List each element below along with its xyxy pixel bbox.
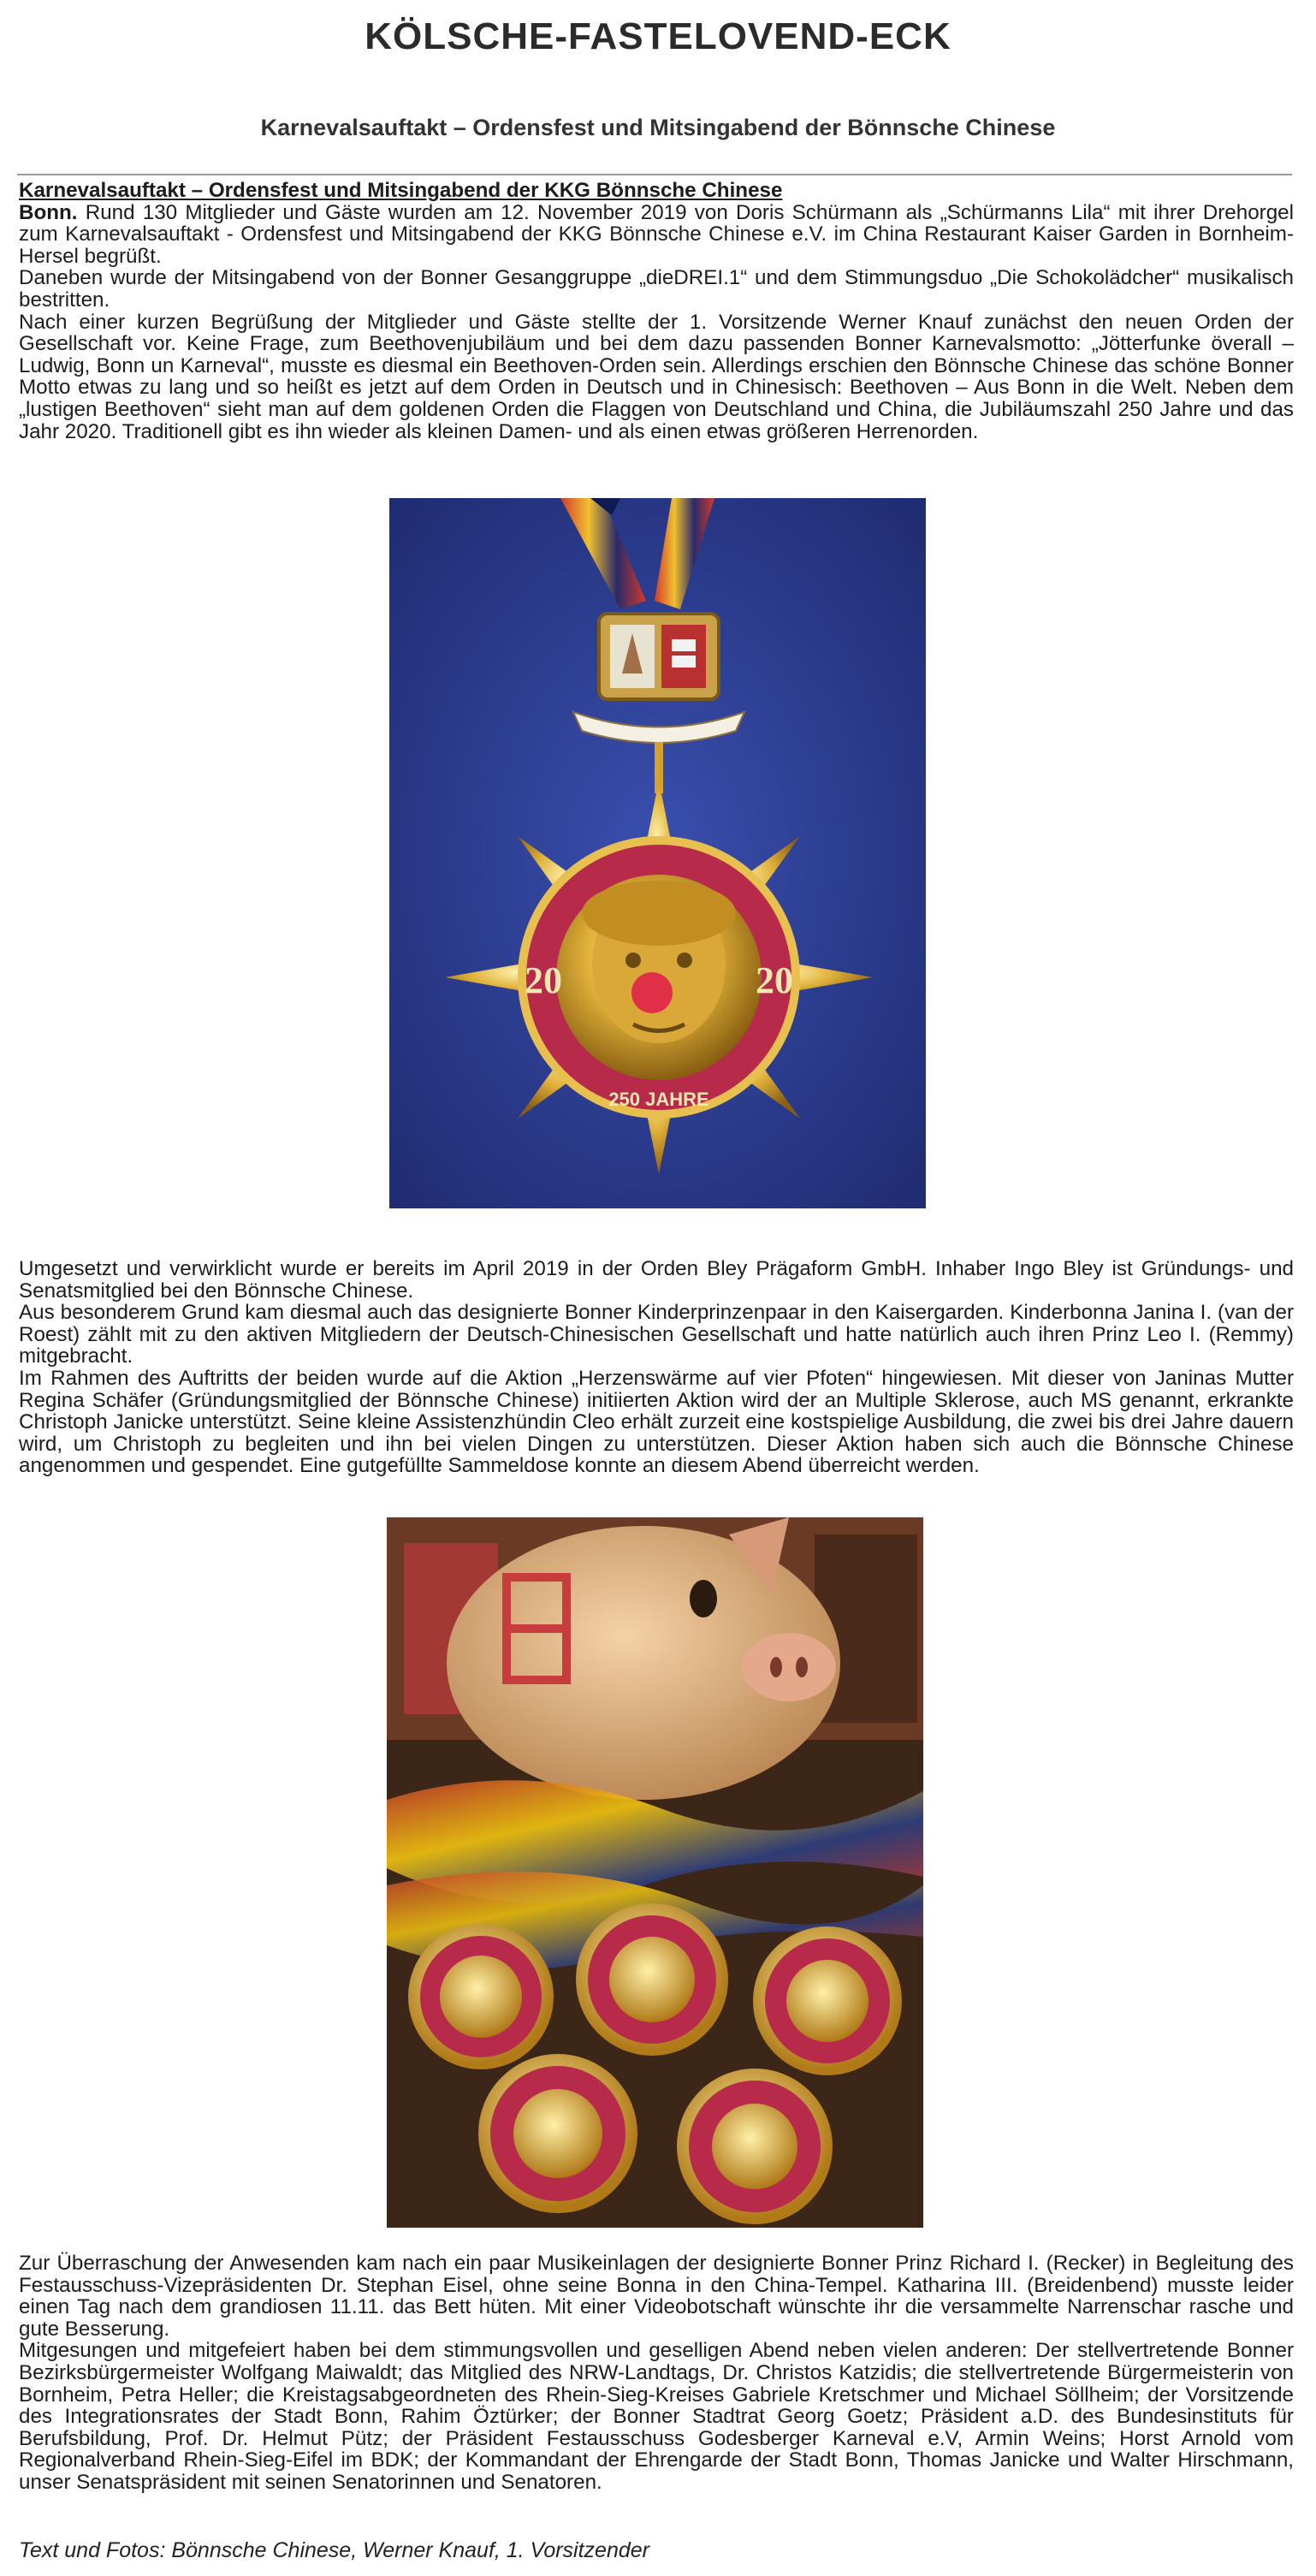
paragraph-8: Mitgesungen und mitgefeiert haben bei dem stimmungsvollen und geselligen Abend neben vielen anderen: Der stellvertretende Bonner Bezirksbürgermeister Wolfgang Maiwaldt; das Mitglied des NRW-Landtags, Dr. Christos Katzidis; die stellvertretende Bürgermeisterin von Bornheim, Petra Heller; die Kreistagsabgeordneten des Rhein-Sieg-Kreises Gabriele Kretschmer und Michael Söllheim; der Vorsitzende des Integrationsrates der Stadt Bonn, Rahim Öztürker; der Bonner Stadtrat Georg Goetz; Präsident a.D. des Bundesinstituts für Berufsbildung, Prof. Dr. Helmut Pütz; der Präsident Festausschuss Godesberger Karneval e.V, Armin Weins; Horst Arnold vom Regionalverband Rhein-Sieg-Eifel im BDK; der Kommandant der Ehrengarde der Stadt Bonn, Thomas Janicke und Walter Hirschmann, unser Senatspräsident mit seinen Senatorinnen und Senatoren. xyxy=(19,2339,1294,2494)
article-intro xyxy=(19,180,1294,442)
photo-credits: Text und Fotos: Bönnsche Chinese, Werner Knauf, 1. Vorsitzender xyxy=(19,2538,649,2562)
site-title: KÖLSCHE-FASTELOVEND-ECK xyxy=(365,15,951,57)
article-end xyxy=(19,2253,1294,2494)
medal-year-left: 20 xyxy=(525,959,562,1001)
article-title: Karnevalsauftakt – Ordensfest und Mitsingabend der KKG Bönnsche Chinese xyxy=(19,179,783,202)
medal-year-right: 20 xyxy=(756,959,793,1001)
paragraph-3: Nach einer kurzen Begrüßung der Mitglieder und Gäste stellte der 1. Vorsitzende Werner Knauf zunächst den neuen Orden der Gesellschaft vor. Keine Frage, zum Beethovenjubiläum und bei dem dazu passenden Bonner Karnevalsmotto: „Jötterfunke överall – Ludwig, Bonn un Karneval“, musste es diesmal ein Beethoven-Orden sein. Allerdings erschien den Bönnsche Chinese das schöne Bonner Motto etwas zu lang und so heißt es jetzt auf dem Orden in Deutsch und in Chinesisch: Beethoven – Aus Bonn in die Welt. Neben dem „lustigen Beethoven“ sieht man auf dem goldenen Orden die Flaggen von Deutschland und China, die Jubiläumszahl 250 Jahre und das Jahr 2020. Traditionell gibt es ihn wieder als kleinen Damen- und als einen etwas größeren Herrenorden. xyxy=(19,310,1294,443)
paragraph-1-text: Rund 130 Mitglieder und Gäste wurden am 12. November 2019 von Doris Schürmann als „Schürmanns Lila“ mit ihrer Drehorgel zum Karnevalsauftakt - Ordensfest und Mitsingabend der KKG Bönnsche Chinese e.V. im China Restaurant Kaiser Garden in Bornheim-Hersel begrüßt. xyxy=(19,200,1294,268)
medal-years-label: 250 JAHRE xyxy=(608,1089,709,1110)
divider xyxy=(17,174,1292,175)
paragraph-4: Umgesetzt und verwirklicht wurde er bereits im April 2019 in der Orden Bley Prägaform GmbH. Inhaber Ingo Bley ist Gründungs- und Senatsmitglied bei den Bönnsche Chinese. xyxy=(19,1257,1294,1303)
page-heading: Karnevalsauftakt – Ordensfest und Mitsingabend der Bönnsche Chinese xyxy=(260,115,1056,140)
piggy-bank-illustration xyxy=(387,1517,923,2228)
paragraph-7: Zur Überraschung der Anwesenden kam nach ein paar Musikeinlagen der designierte Bonner Prinz Richard I. (Recker) in Begleitung des Festausschuss-Vizepräsidenten Dr. Stephan Eisel, ohne seine Bonna in den China-Tempel. Katharina III. (Breidenbend) musste leider einen Tag nach dem grandiosen 11.11. das Bett hüten. Mit einer Videobotschaft wünschte ihr die versammelte Narrenschar rasche und gute Besserung. xyxy=(19,2252,1294,2341)
paragraph-2: Daneben wurde der Mitsingabend von der Bonner Gesanggruppe „dieDREI.1“ und dem Stimmungsduo „Die Schokolädcher“ musikalisch bestritten. xyxy=(19,266,1294,312)
piggy-bank-photo xyxy=(387,1517,923,2228)
dateline: Bonn. xyxy=(19,200,78,224)
article-middle xyxy=(19,1258,1294,1477)
paragraph-1 xyxy=(19,202,1294,268)
medal-illustration xyxy=(389,498,926,1208)
paragraph-6: Im Rahmen des Auftritts der beiden wurde auf die Aktion „Herzenswärme auf vier Pfoten“ hingewiesen. Mit dieser von Janinas Mutter Regina Schäfer (Gründungsmitglied der Bönnsche Chinese) initiierten Aktion wird der an Multiple Sklerose, auch MS genannt, erkrankte Christoph Janicke unterstützt. Seine kleine Assistenzhündin Cleo erhält zurzeit eine kostspielige Ausbildung, die zwei bis drei Jahre dauern wird, um Christoph zu begleiten und ihn bei vielen Dingen zu unterstützen. Dieser Aktion haben sich auch die Bönnsche Chinese angenommen und gespendet. Eine gutgefüllte Sammeldose konnte an diesem Abend überreicht werden. xyxy=(19,1366,1294,1478)
paragraph-5: Aus besonderem Grund kam diesmal auch das designierte Bonner Kinderprinzenpaar in den Kaisergarden. Kinderbonna Janina I. (van der Roest) zählt mit zu den aktiven Mitgliedern der Deutsch-Chinesischen Gesellschaft und hatte natürlich auch ihren Prinz Leo I. (Remmy) mitgebracht. xyxy=(19,1301,1294,1368)
medal-photo xyxy=(389,498,926,1208)
